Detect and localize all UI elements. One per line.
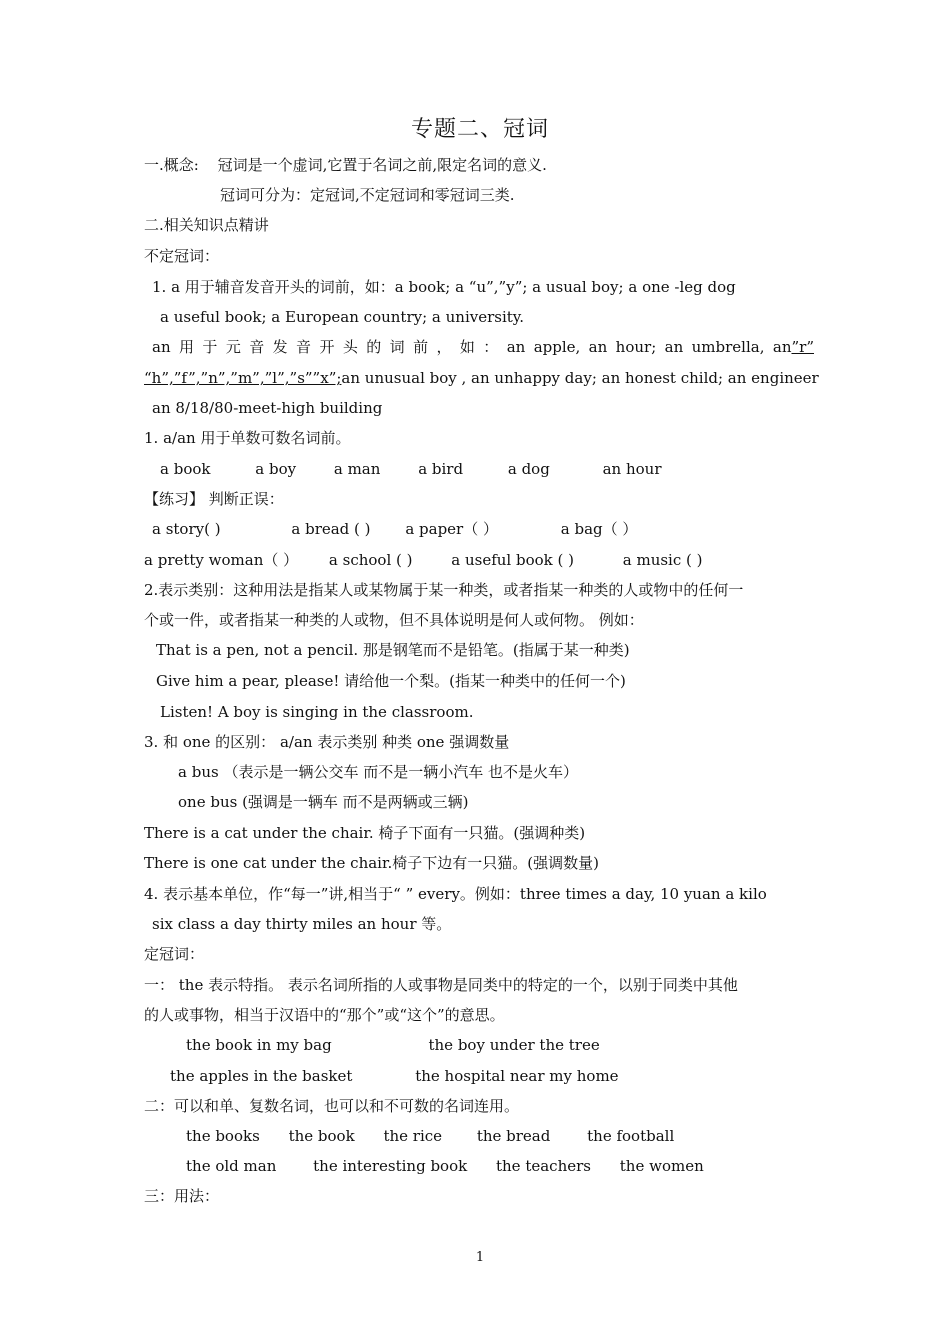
point-3-example-2: one bus (强调是一辆车 而不是两辆或三辆) bbox=[178, 793, 469, 811]
point-4: 4. 表示基本单位，作“每一”讲,相当于“ ” every。例如：three times a day, 10 yuan a kilo bbox=[144, 885, 767, 903]
word: an bbox=[588, 338, 608, 356]
concept-types: 冠词可分为：定冠词,不定冠词和零冠词三类. bbox=[220, 186, 515, 204]
practice-item: a paper（ ） bbox=[405, 520, 498, 538]
rule-a-examples: a useful book; a European country; a university. bbox=[160, 308, 525, 326]
point-3-example-3: There is a cat under the chair. 椅子下面有一只猫。(强调种类) bbox=[144, 824, 586, 842]
definite-example-row-3 bbox=[186, 1126, 674, 1146]
practice-item: a bread ( ) bbox=[291, 520, 371, 538]
practice-item: a bag（ ） bbox=[560, 520, 638, 538]
word: 如 bbox=[459, 338, 475, 356]
word: 音 bbox=[249, 338, 265, 356]
word: 的 bbox=[366, 338, 382, 356]
point-2-line-2: 个或一件，或者指某一种类的人或物，但不具体说明是何人或何物。 例如： bbox=[144, 611, 644, 629]
word: 音 bbox=[296, 338, 312, 356]
example: a bird bbox=[418, 460, 464, 478]
point-2-line-1: 2.表示类别：这种用法是指某人或某物属于某一种类，或者指某一种类的人或物中的任何一 bbox=[144, 581, 744, 599]
example: an hour bbox=[602, 460, 662, 478]
example: the women bbox=[619, 1157, 704, 1175]
word: apple, bbox=[533, 338, 581, 356]
practice-item: a school ( ) bbox=[328, 551, 413, 569]
word: 开 bbox=[319, 338, 335, 356]
word: 元 bbox=[225, 338, 241, 356]
word bbox=[773, 337, 814, 357]
example: the books bbox=[186, 1127, 260, 1145]
indefinite-heading: 不定冠词： bbox=[144, 247, 220, 265]
example: the book in my bag bbox=[186, 1036, 332, 1054]
definite-point-3: 三：用法： bbox=[144, 1187, 220, 1205]
example: a book bbox=[160, 460, 211, 478]
word: ， bbox=[436, 338, 452, 356]
definite-point-1-line-2: 的人或事物，相当于汉语中的“那个”或“这个”的意思。 bbox=[144, 1006, 505, 1024]
word: an bbox=[506, 338, 526, 356]
definite-example-row-1 bbox=[186, 1035, 600, 1055]
definite-point-2: 二：可以和单、复数名词，也可以和不可数的名词连用。 bbox=[144, 1097, 520, 1115]
example: a dog bbox=[507, 460, 550, 478]
example: the hospital near my home bbox=[415, 1067, 619, 1085]
definite-point-1-line-1: 一： the 表示特指。 表示名词所指的人或事物是同类中的特定的一个，以别于同类中其他 bbox=[144, 976, 738, 994]
concept-text: 冠词是一个虚词,它置于名词之前,限定名词的意义. bbox=[217, 156, 547, 174]
example: the teachers bbox=[495, 1157, 591, 1175]
example: the interesting book bbox=[313, 1157, 468, 1175]
word: 前 bbox=[413, 338, 429, 356]
example: the bread bbox=[476, 1127, 551, 1145]
concept-line bbox=[144, 155, 547, 175]
rule-a-line: 1. a 用于辅音发音开头的词前，如：a book; a “u”,”y”; a usual boy; a one -leg dog bbox=[152, 278, 736, 296]
page-number: 1 bbox=[475, 1250, 485, 1265]
example: the old man bbox=[186, 1157, 277, 1175]
example: the book bbox=[288, 1127, 355, 1145]
word: 于 bbox=[202, 338, 218, 356]
word: 用 bbox=[179, 338, 195, 356]
practice-row-1 bbox=[152, 519, 637, 539]
definite-example-row-2 bbox=[170, 1066, 619, 1086]
example: the rice bbox=[383, 1127, 443, 1145]
definite-example-row-4 bbox=[186, 1156, 704, 1176]
example: the football bbox=[587, 1127, 675, 1145]
rule-an-line bbox=[152, 337, 814, 357]
point-4-examples: six class a day thirty miles an hour 等。 bbox=[152, 915, 452, 933]
point-1: 1. a/an 用于单数可数名词前。 bbox=[144, 429, 351, 447]
word-an: an bbox=[772, 338, 792, 356]
section-heading-2: 二.相关知识点精讲 bbox=[144, 216, 269, 234]
word: 发 bbox=[272, 338, 288, 356]
point-3-example-1: a bus （表示是一辆公交车 而不是一辆小汽车 也不是火车） bbox=[178, 763, 578, 781]
practice-item: a pretty woman（ ） bbox=[144, 551, 299, 569]
practice-heading: 【练习】 判断正误： bbox=[144, 490, 284, 508]
word: an bbox=[152, 338, 171, 356]
practice-row-2 bbox=[144, 550, 703, 570]
page-title: 专题二、冠词 bbox=[410, 117, 549, 142]
example: the boy under the tree bbox=[428, 1036, 600, 1054]
example: a man bbox=[333, 460, 381, 478]
practice-item: a music ( ) bbox=[622, 551, 703, 569]
word: ： bbox=[483, 338, 499, 356]
point-2-example-1: That is a pen, not a pencil. 那是钢笔而不是铅笔。(指属于某一种类) bbox=[156, 641, 630, 659]
rule-an-continued bbox=[144, 368, 819, 388]
word: 词 bbox=[389, 338, 405, 356]
example-row-1 bbox=[160, 459, 662, 479]
example: the apples in the basket bbox=[170, 1067, 353, 1085]
point-3: 3. 和 one 的区别： a/an 表示类别 种类 one 强调数量 bbox=[144, 733, 510, 751]
word: hour; bbox=[615, 338, 657, 356]
concept-heading: 一.概念: bbox=[144, 156, 199, 174]
word: 头 bbox=[342, 338, 358, 356]
point-2-example-3: Listen! A boy is singing in the classroom. bbox=[160, 703, 474, 721]
practice-item: a story( ) bbox=[152, 520, 221, 538]
underlined-letter: ”r” bbox=[791, 338, 814, 356]
word: umbrella, bbox=[691, 338, 765, 356]
point-3-example-4: There is one cat under the chair.椅子下边有一只猫。(强调数量) bbox=[144, 854, 599, 872]
rule-an-example-number: an 8/18/80-meet-high building bbox=[152, 399, 383, 417]
example: a boy bbox=[255, 460, 297, 478]
practice-item: a useful book ( ) bbox=[451, 551, 574, 569]
rule-an-examples: an unusual boy , an unhappy day; an honest child; an engineer bbox=[341, 369, 819, 387]
word: an bbox=[664, 338, 684, 356]
underlined-letters: “h”,”f”,”n”,”m”,”l”,”s””x”; bbox=[144, 369, 342, 387]
point-2-example-2: Give him a pear, please! 请给他一个梨。(指某一种类中的任何一个) bbox=[156, 672, 626, 690]
definite-heading: 定冠词： bbox=[144, 945, 205, 963]
